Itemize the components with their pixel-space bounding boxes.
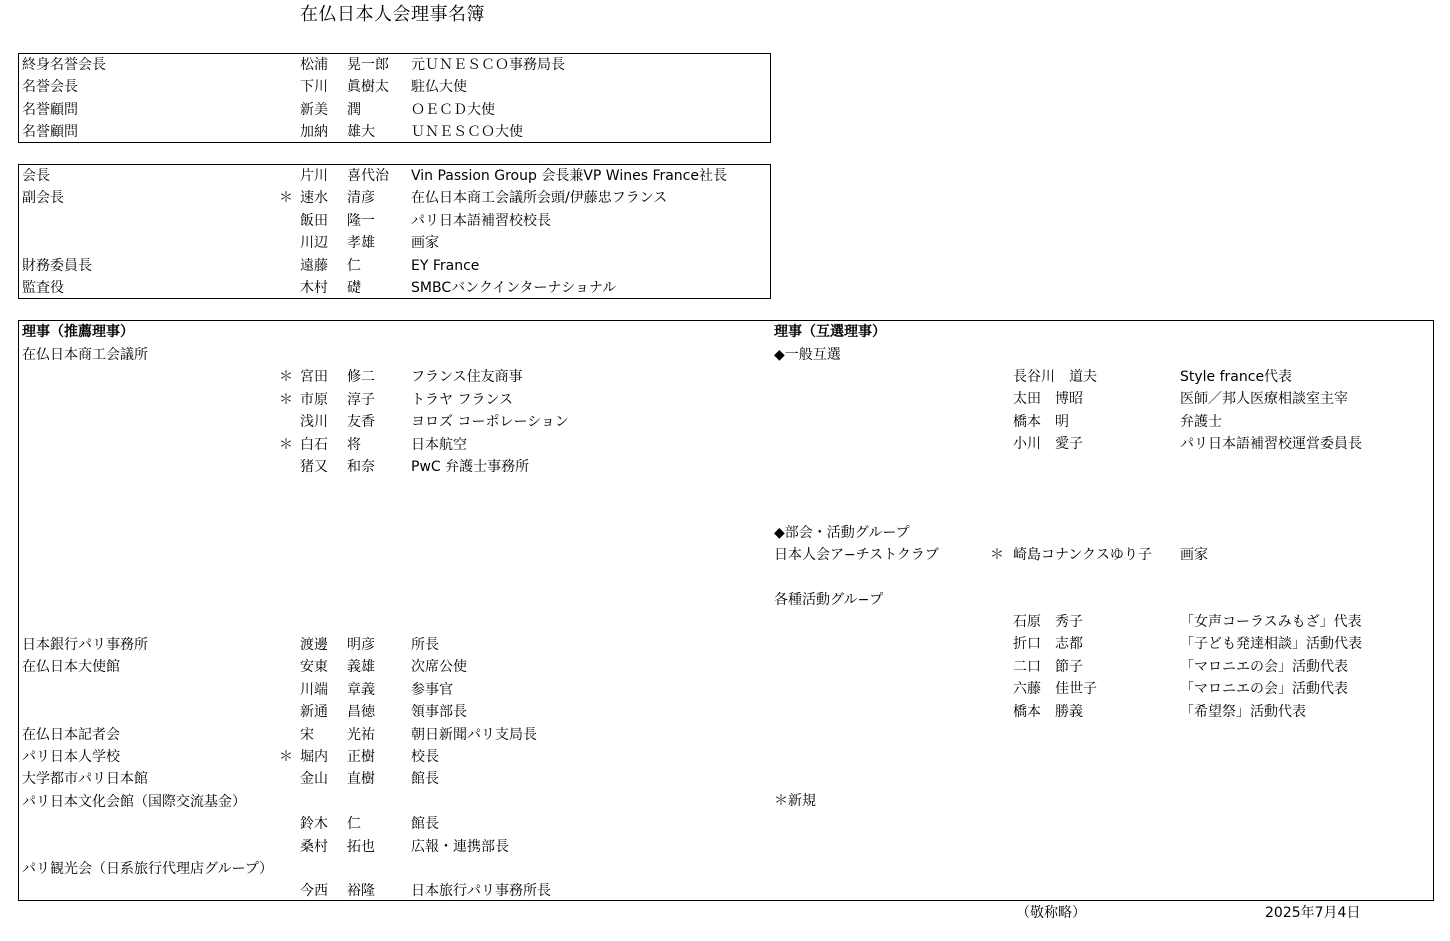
surname: 今西 xyxy=(300,883,328,900)
affiliation: 在仏日本商工会議所会頭/伊藤忠フランス xyxy=(411,190,668,207)
member-name: 橋本 勝義 xyxy=(1013,703,1083,720)
honorary-row xyxy=(0,99,1450,121)
surname: 鈴木 xyxy=(300,816,328,833)
role: 副会長 xyxy=(22,190,64,207)
surname: 市原 xyxy=(300,391,328,408)
given-name: 修二 xyxy=(347,369,375,386)
director-row xyxy=(0,724,1450,746)
officer-row xyxy=(0,255,1450,277)
organization: パリ観光会（日系旅行代理店グループ） xyxy=(22,861,274,877)
surname: 宋 xyxy=(300,726,314,743)
general-director-row xyxy=(0,433,1450,455)
affiliation: 日本旅行パリ事務所長 xyxy=(411,883,551,900)
surname: 遠藤 xyxy=(300,257,328,274)
new-star: ＊ xyxy=(279,369,293,386)
activity-row xyxy=(0,611,1450,633)
given-name: 清彦 xyxy=(347,190,375,207)
director-row xyxy=(0,768,1450,790)
given-name: 裕隆 xyxy=(347,883,375,900)
member-name: 小川 愛子 xyxy=(1013,436,1083,453)
director-row xyxy=(0,791,1450,813)
given-name: 直樹 xyxy=(347,771,375,788)
activity-row xyxy=(0,678,1450,700)
member-name: 二口 節子 xyxy=(1013,658,1083,675)
surname: 渡邊 xyxy=(300,637,328,653)
new-star: ＊ xyxy=(279,749,293,765)
affiliation: パリ日本語補習校運営委員長 xyxy=(1180,436,1362,453)
officer-row xyxy=(0,187,1450,209)
member-name: 長谷川 道夫 xyxy=(1013,369,1097,385)
activity-row xyxy=(0,633,1450,655)
surname: 加納 xyxy=(300,124,328,141)
given-name: 正樹 xyxy=(347,749,375,765)
surname: 堀内 xyxy=(300,749,328,765)
surname: 下川 xyxy=(300,79,328,96)
honorary-row xyxy=(0,121,1450,143)
page-title: 在仏日本人会理事名簿 xyxy=(300,4,485,25)
surname: 新美 xyxy=(300,101,328,118)
activity-row xyxy=(0,701,1450,723)
affiliation: 館長 xyxy=(411,771,439,788)
affiliation: Style france代表 xyxy=(1180,369,1293,385)
director-row xyxy=(0,836,1450,858)
surname: 浅川 xyxy=(300,414,328,431)
organization: 在仏日本大使館 xyxy=(22,659,120,676)
recommended-directors-heading: 理事（推薦理事） xyxy=(22,324,134,340)
organization: 日本銀行パリ事務所 xyxy=(22,637,148,653)
given-name: 礎 xyxy=(347,280,361,296)
officer-row xyxy=(0,232,1450,254)
member-name: 橋本 明 xyxy=(1013,413,1069,430)
role: 名誉会長 xyxy=(22,79,78,96)
elected-directors-heading: 理事（互選理事） xyxy=(774,324,886,340)
club-member-affil: 画家 xyxy=(1180,547,1208,563)
activity-heading: 各種活動グル−プ xyxy=(774,592,884,608)
officer-row xyxy=(0,277,1450,299)
given-name: 明彦 xyxy=(347,637,375,653)
date: 2025年7月4日 xyxy=(1265,905,1361,921)
given-name: 仁 xyxy=(347,257,361,274)
affiliation: PwC 弁護士事務所 xyxy=(411,459,530,475)
affiliation: 画家 xyxy=(411,235,439,252)
member-name: 太田 博昭 xyxy=(1013,391,1083,408)
role: 監査役 xyxy=(22,280,64,296)
general-director-row xyxy=(0,366,1450,388)
affiliation: 「女声コーラスみもざ」代表 xyxy=(1180,614,1362,630)
affiliation: 「子ども発達相談」活動代表 xyxy=(1180,636,1362,653)
organization: 在仏日本商工会議所 xyxy=(22,347,148,363)
director-row xyxy=(0,813,1450,835)
honorific-note: （敬称略） xyxy=(1016,905,1086,921)
given-name: 孝雄 xyxy=(347,235,375,252)
role: 名誉顧問 xyxy=(22,124,78,141)
new-note: ＊新規 xyxy=(774,793,816,809)
affiliation: トラヤ フランス xyxy=(411,391,514,408)
given-name: 昌徳 xyxy=(347,704,375,721)
given-name: 光祐 xyxy=(347,726,375,743)
general-director-row xyxy=(0,388,1450,410)
club-org: 日本人会ア−チストクラブ xyxy=(774,547,939,563)
affiliation: SMBCバンクインターナショナル xyxy=(411,280,617,296)
organization: 在仏日本記者会 xyxy=(22,726,120,743)
officer-row xyxy=(0,165,1450,187)
affiliation: 元ＵＮＥＳＣＯ事務局長 xyxy=(411,57,565,73)
affiliation: 駐仏大使 xyxy=(411,79,467,96)
affiliation: 「マロニエの会」活動代表 xyxy=(1180,681,1348,698)
affiliation: 広報・連携部長 xyxy=(411,838,509,855)
club-heading: ◆部会・活動グループ xyxy=(774,525,910,541)
surname: 猪又 xyxy=(300,459,328,475)
affiliation: 日本航空 xyxy=(411,436,467,453)
surname: 宮田 xyxy=(300,369,328,386)
new-star: ＊ xyxy=(279,391,293,408)
affiliation: 所長 xyxy=(411,637,439,653)
member-name: 石原 秀子 xyxy=(1013,614,1083,630)
surname: 片川 xyxy=(300,168,328,184)
director-row xyxy=(0,746,1450,768)
surname: 木村 xyxy=(300,280,328,296)
role: 名誉顧問 xyxy=(22,101,78,118)
surname: 桑村 xyxy=(300,838,328,855)
organization: 大学都市パリ日本館 xyxy=(22,771,148,788)
given-name: 拓也 xyxy=(347,838,375,855)
given-name: 義雄 xyxy=(347,659,375,676)
member-name: 六藤 佳世子 xyxy=(1013,681,1097,698)
affiliation: 次席公使 xyxy=(411,659,467,676)
given-name: 隆一 xyxy=(347,212,375,229)
surname: 川辺 xyxy=(300,235,328,252)
club-row xyxy=(0,544,1450,566)
general-election-heading: ◆一般互選 xyxy=(774,347,841,363)
affiliation: ヨロズ コーポレーション xyxy=(411,414,569,431)
given-name: 和奈 xyxy=(347,459,375,475)
given-name: 眞樹太 xyxy=(347,79,389,96)
affiliation: ＵＮＥＳＣＯ大使 xyxy=(411,124,523,141)
surname: 安東 xyxy=(300,659,328,676)
surname: 松浦 xyxy=(300,57,328,73)
given-name: 晃一郎 xyxy=(347,57,389,73)
honorary-row xyxy=(0,54,1450,76)
surname: 飯田 xyxy=(300,212,328,229)
given-name: 章義 xyxy=(347,681,375,698)
affiliation: 朝日新聞パリ支局長 xyxy=(411,726,537,743)
given-name: 友香 xyxy=(347,414,375,431)
surname: 新通 xyxy=(300,704,328,721)
honorary-row xyxy=(0,76,1450,98)
affiliation: 館長 xyxy=(411,816,439,833)
given-name: 潤 xyxy=(347,101,361,118)
role: 財務委員長 xyxy=(22,257,92,274)
affiliation: 参事官 xyxy=(411,681,453,698)
new-star: ＊ xyxy=(279,190,293,207)
organization: パリ日本文化会館（国際交流基金） xyxy=(22,793,246,810)
affiliation: 校長 xyxy=(411,749,439,765)
affiliation: 「マロニエの会」活動代表 xyxy=(1180,658,1348,675)
director-row xyxy=(0,344,1450,366)
director-row xyxy=(0,456,1450,478)
surname: 川端 xyxy=(300,681,328,698)
surname: 速水 xyxy=(300,190,328,207)
surname: 金山 xyxy=(300,771,328,788)
role: 終身名誉会長 xyxy=(22,57,106,73)
affiliation: パリ日本語補習校校長 xyxy=(411,212,551,229)
club-member-name: 崎島コナンクスゆり子 xyxy=(1013,547,1152,563)
affiliation: 弁護士 xyxy=(1180,413,1222,430)
given-name: 仁 xyxy=(347,816,361,833)
director-row xyxy=(0,880,1450,902)
affiliation: 「希望祭」活動代表 xyxy=(1180,703,1306,720)
affiliation: 医師／邦人医療相談室主宰 xyxy=(1180,391,1348,408)
role: 会長 xyxy=(22,168,50,184)
officer-row xyxy=(0,210,1450,232)
affiliation: EY France xyxy=(411,257,480,274)
given-name: 将 xyxy=(347,436,361,453)
affiliation: フランス住友商事 xyxy=(411,369,523,386)
general-director-row xyxy=(0,411,1450,433)
new-star: ＊ xyxy=(990,547,1004,563)
given-name: 喜代治 xyxy=(347,168,389,184)
affiliation: Vin Passion Group 会長兼VP Wines France社長 xyxy=(411,168,727,184)
organization: パリ日本人学校 xyxy=(22,749,120,765)
activity-row xyxy=(0,656,1450,678)
given-name: 淳子 xyxy=(347,391,375,408)
surname: 白石 xyxy=(300,436,328,453)
director-row xyxy=(0,858,1450,880)
new-star: ＊ xyxy=(279,436,293,453)
affiliation: 領事部長 xyxy=(411,704,467,721)
given-name: 雄大 xyxy=(347,124,375,141)
member-name: 折口 志都 xyxy=(1013,636,1083,653)
affiliation: ＯＥＣＤ大使 xyxy=(411,101,495,118)
